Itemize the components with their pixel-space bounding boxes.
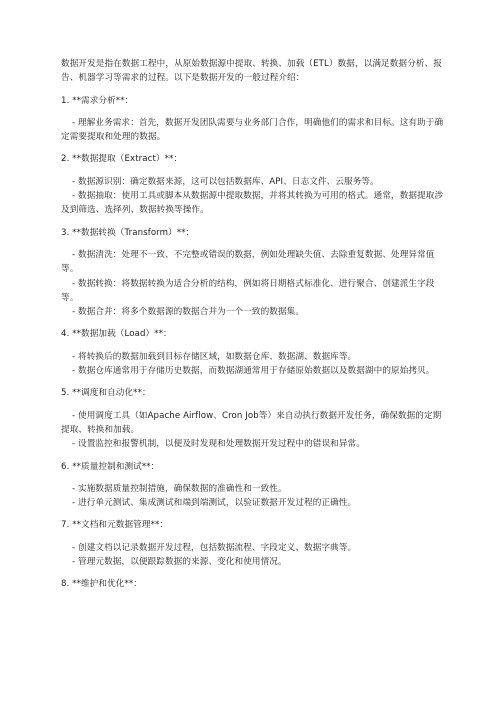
list-item: - 数据清洗：处理不一致、不完整或错误的数据，例如处理缺失值、去除重复数据、处理异常值等。 bbox=[61, 249, 435, 275]
section-heading: 7. **文档和元数据管理**： bbox=[61, 520, 169, 531]
list-item: - 设置监控和报警机制，以便及时发现和处理数据开发过程中的错误和异常。 bbox=[72, 439, 365, 450]
list-item: - 理解业务需求：首先，数据开发团队需要与业务部门合作，明确他们的需求和目标。这有助于确定需要提取和处理的数据。 bbox=[61, 117, 444, 143]
list-item: - 管理元数据，以便跟踪数据的来源、变化和使用情况。 bbox=[72, 557, 287, 568]
section-heading: 1. **需求分析**： bbox=[61, 95, 134, 106]
section-documentation bbox=[61, 518, 446, 569]
section-scheduling bbox=[61, 386, 446, 451]
section-heading: 4. **数据加载（Load）**： bbox=[61, 329, 172, 340]
section-maintenance bbox=[61, 577, 446, 591]
section-extract bbox=[61, 152, 446, 217]
list-item: - 使用调度工具（如Apache Airflow、Cron Job等）来自动执行数据开发任务，确保数据的定期提取、转换和加载。 bbox=[61, 410, 442, 435]
list-item: - 数据源识别：确定数据来源，这可以包括数据库、API、日志文件、云服务等。 bbox=[72, 176, 379, 187]
list-item: - 实施数据质量控制措施，确保数据的准确性和一致性。 bbox=[72, 483, 287, 494]
list-item: - 将转换后的数据加载到目标存储区域，如数据仓库、数据湖、数据库等。 bbox=[72, 351, 357, 362]
section-heading: 6. **质量控制和测试**： bbox=[61, 461, 160, 472]
section-heading: 2. **数据提取（Extract）**： bbox=[61, 154, 183, 165]
list-item: - 进行单元测试、集成测试和端到端测试，以验证数据开发过程的正确性。 bbox=[72, 498, 357, 509]
list-item: - 数据仓库通常用于存储历史数据，而数据湖通常用于存储原始数据以及数据湖中的原始拷贝。 bbox=[72, 366, 435, 377]
list-item: - 数据转换：将数据转换为适合分析的结构，例如将日期格式标准化、进行聚合、创建派生字段等。 bbox=[61, 278, 435, 303]
list-item: - 数据合并：将多个数据源的数据合并为一个一致的数据集。 bbox=[72, 307, 305, 318]
section-heading: 3. **数据转换（Transform）**： bbox=[61, 227, 195, 238]
list-item: - 数据抽取：使用工具或脚本从数据源中提取数据，并将其转换为可用的格式。通常，数据提取涉及到筛选、选择列、数据转换等操作。 bbox=[61, 191, 444, 216]
section-transform bbox=[61, 226, 446, 320]
section-load bbox=[61, 327, 446, 378]
section-quality bbox=[61, 460, 446, 511]
intro-paragraph: 数据开发是指在数据工程中，从原始数据源中提取、转换、加载（ETL）数据，以满足数据分析、报告、机器学习等需求的过程。以下是数据开发的一般过程介绍： bbox=[61, 59, 442, 84]
section-heading: 8. **维护和优化**： bbox=[61, 579, 142, 590]
section-requirements bbox=[61, 94, 446, 145]
section-heading: 5. **调度和自动化**： bbox=[61, 388, 151, 399]
list-item: - 创建文档以记录数据开发过程，包括数据流程、字段定义、数据字典等。 bbox=[72, 542, 357, 553]
document-page bbox=[61, 57, 446, 600]
